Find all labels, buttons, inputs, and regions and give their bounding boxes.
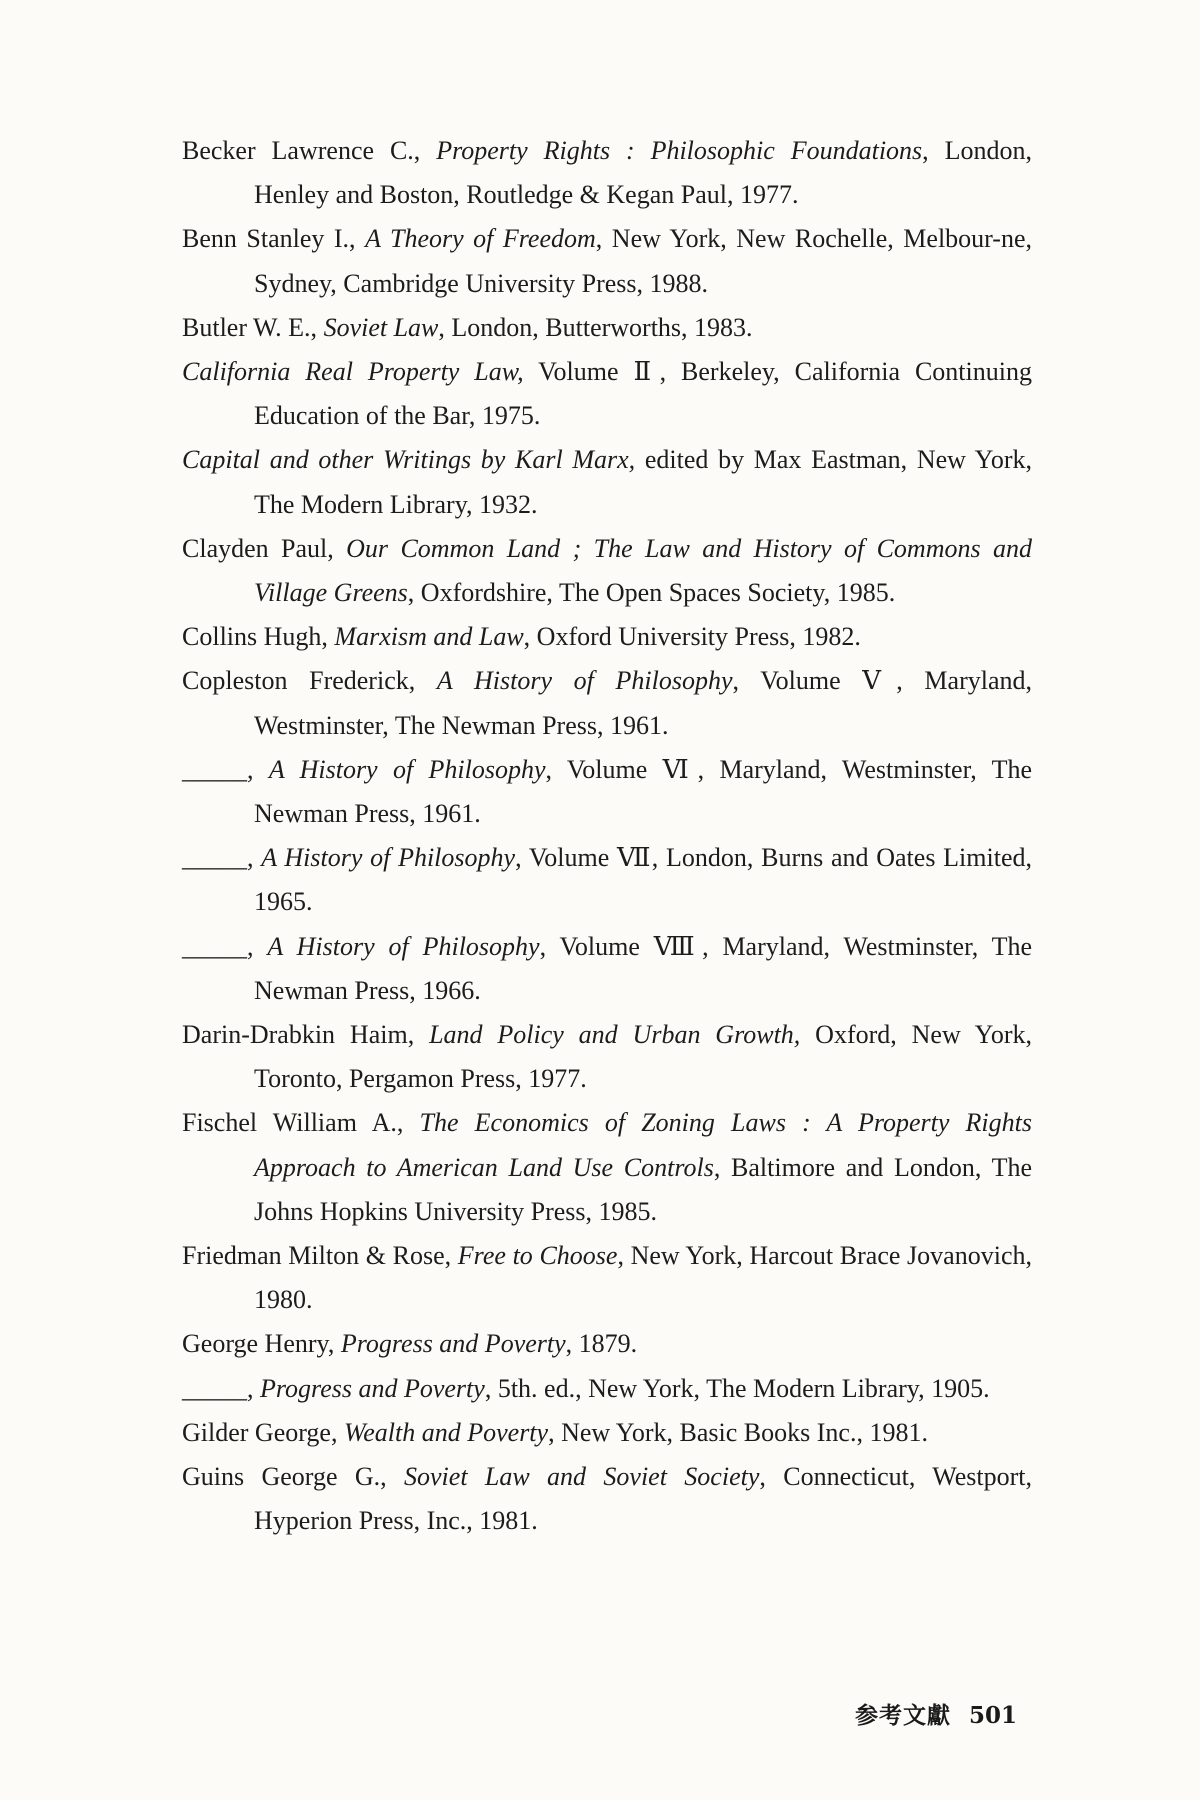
page-footer bbox=[855, 1697, 1017, 1730]
entry-title: A History of Philosophy bbox=[261, 843, 516, 873]
entry-details: , 5th. ed., New York, The Modern Library, 1905. bbox=[484, 1373, 990, 1403]
bibliography-entry bbox=[182, 129, 1032, 217]
entry-details: , Connecticut, Westport, Hyperion Press, Inc., 1981. bbox=[254, 1462, 1032, 1536]
entry-details: , Oxford University Press, 1982. bbox=[523, 622, 861, 652]
bibliography-entry bbox=[182, 438, 1032, 526]
entry-title: Property Rights : Philosophic Foundations bbox=[436, 136, 923, 165]
bibliography-entry bbox=[182, 1234, 1032, 1322]
bibliography-entry bbox=[182, 659, 1032, 747]
entry-author: Copleston Frederick, bbox=[182, 666, 437, 696]
bibliography-entry bbox=[182, 1411, 1032, 1455]
bibliography-entry bbox=[182, 306, 1032, 350]
bibliography-entry bbox=[182, 1013, 1032, 1101]
entry-author: Benn Stanley I., bbox=[182, 224, 366, 254]
bibliography-entry bbox=[182, 1322, 1032, 1366]
section-title: 参考文獻 bbox=[855, 1702, 951, 1729]
entry-author: Friedman Milton & Rose, bbox=[182, 1241, 458, 1271]
entry-title: Free to Choose bbox=[457, 1241, 618, 1271]
entry-title: Soviet Law bbox=[323, 312, 439, 342]
entry-title: A History of Philosophy bbox=[436, 666, 733, 696]
entry-details: , 1879. bbox=[565, 1329, 638, 1359]
entry-title: Soviet Law and Soviet Society bbox=[404, 1462, 760, 1492]
entry-details: , New York, New Rochelle, Melbour-ne, Sydney, Cambridge University Press, 1988. bbox=[254, 224, 1033, 298]
entry-details: , Oxfordshire, The Open Spaces Society, 1985. bbox=[407, 578, 896, 608]
entry-author: _____, bbox=[182, 843, 262, 873]
bibliography-entry bbox=[182, 527, 1032, 615]
entry-details: , New York, Harcout Brace Jovanovich, 1980. bbox=[254, 1241, 1032, 1315]
bibliography-entry bbox=[182, 748, 1032, 836]
entry-title: A History of Philosophy bbox=[267, 931, 540, 961]
entry-details: edited by Max Eastman, New York, The Modern Library, 1932. bbox=[254, 445, 1032, 519]
entry-title: Capital and other Writings by Karl Marx, bbox=[182, 445, 636, 475]
entry-title: Marxism and Law bbox=[334, 622, 524, 652]
entry-title: Progress and Poverty bbox=[340, 1329, 566, 1359]
bibliography-entry bbox=[182, 1455, 1032, 1543]
entry-author: Butler W. E., bbox=[182, 312, 324, 342]
entry-details: , London, Butterworths, 1983. bbox=[438, 312, 753, 342]
page-number: 501 bbox=[969, 1702, 1018, 1729]
entry-title: The Economics of Zoning Laws : A Property Rights Approach to American Land Use Controls bbox=[254, 1108, 1032, 1182]
entry-title: A History of Philosophy bbox=[268, 754, 546, 784]
bibliography-entry bbox=[182, 217, 1032, 305]
entry-title: California Real Property Law, bbox=[182, 357, 524, 387]
entry-author: George Henry, bbox=[182, 1329, 341, 1359]
entry-author: _____, bbox=[182, 931, 268, 961]
entry-details: Volume Ⅱ, Berkeley, California Continuing Education of the Bar, 1975. bbox=[254, 357, 1032, 431]
bibliography-entry bbox=[182, 1101, 1032, 1234]
entry-details: , Volume Ⅷ, Maryland, Westminster, The Newman Press, 1966. bbox=[254, 931, 1033, 1005]
bibliography-entry bbox=[182, 615, 1032, 659]
entry-details: Oxford, New York, Toronto, Pergamon Press, 1977. bbox=[254, 1020, 1032, 1094]
entry-author: Darin-Drabkin Haim, bbox=[182, 1020, 430, 1050]
entry-details: , Volume Ⅴ, Maryland, Westminster, The Newman Press, 1961. bbox=[254, 666, 1032, 740]
entry-author: Becker Lawrence C., bbox=[182, 136, 437, 165]
bibliography-list bbox=[182, 129, 1032, 1544]
bibliography-entry bbox=[182, 1367, 1032, 1411]
entry-title: A Theory of Freedom bbox=[365, 224, 596, 254]
entry-title: Land Policy and Urban Growth, bbox=[429, 1020, 801, 1050]
bibliography-entry bbox=[182, 925, 1032, 1013]
entry-details: , London, Henley and Boston, Routledge & Kegan Paul, 1977. bbox=[254, 136, 1032, 210]
entry-author: Guins George G., bbox=[182, 1462, 405, 1492]
entry-title: Progress and Poverty bbox=[260, 1373, 485, 1403]
entry-details: , Volume Ⅵ, Maryland, Westminster, The Newman Press, 1961. bbox=[254, 754, 1032, 829]
entry-author: _____, bbox=[182, 754, 269, 784]
entry-details: , Baltimore and London, The Johns Hopkins University Press, 1985. bbox=[254, 1152, 1032, 1226]
entry-title: Wealth and Poverty bbox=[343, 1417, 549, 1447]
entry-author: _____, bbox=[182, 1373, 260, 1403]
bibliography-entry bbox=[182, 350, 1032, 438]
entry-title: Our Common Land ; The Law and History of Commons and Village Greens bbox=[254, 533, 1032, 608]
entry-author: Clayden Paul, bbox=[182, 533, 347, 563]
entry-author: Fischel William A., bbox=[182, 1108, 420, 1138]
entry-author: Gilder George, bbox=[182, 1417, 344, 1447]
entry-author: Collins Hugh, bbox=[182, 622, 335, 652]
bibliography-entry bbox=[182, 836, 1032, 924]
entry-details: , New York, Basic Books Inc., 1981. bbox=[548, 1417, 928, 1447]
entry-details: , Volume Ⅶ, London, Burns and Oates Limited, 1965. bbox=[254, 843, 1032, 917]
